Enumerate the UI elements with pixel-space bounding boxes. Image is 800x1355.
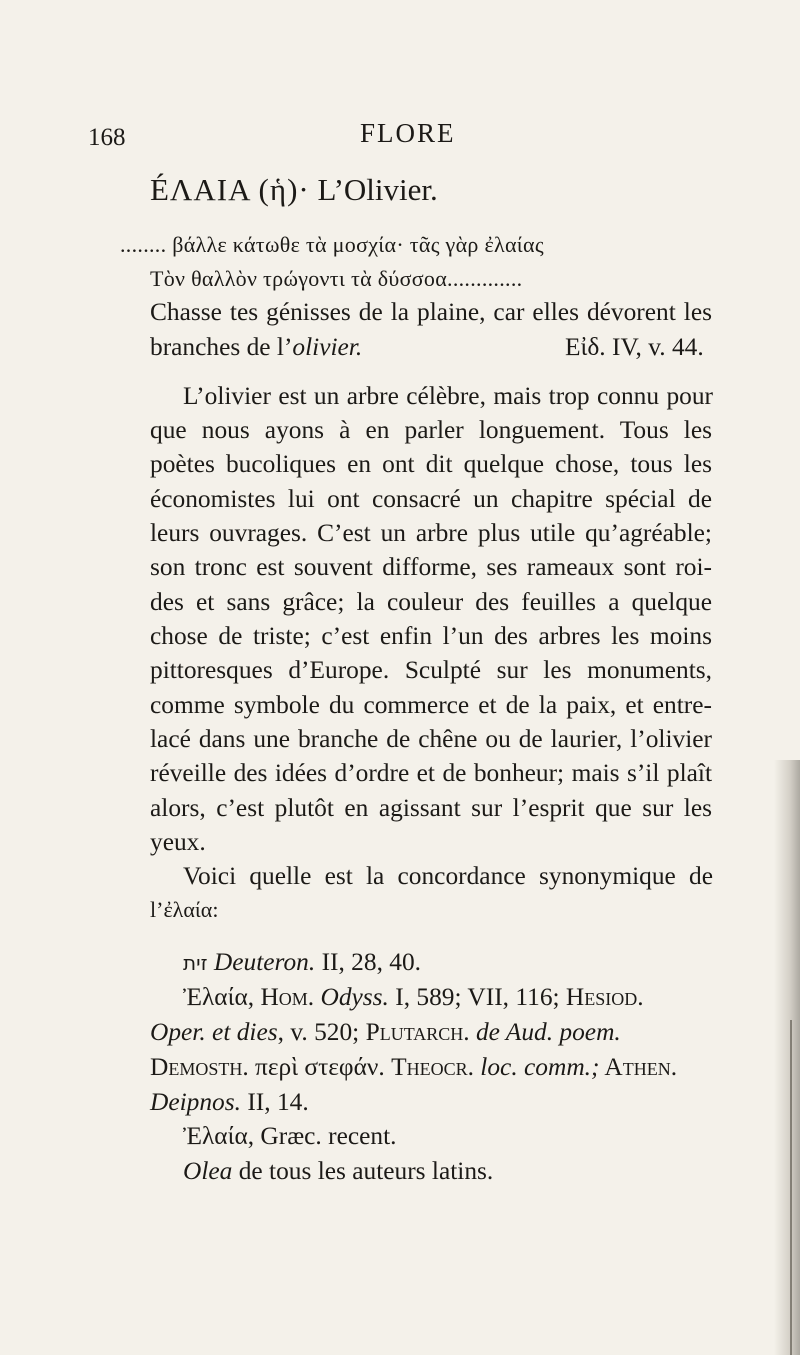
ref-author: Hesiod. bbox=[565, 983, 644, 1011]
body-line: L’olivier est un arbre célèbre, mais trop connu pour bbox=[183, 382, 713, 410]
reference-line-4 bbox=[150, 1053, 677, 1082]
latin-term: Olea bbox=[183, 1157, 233, 1185]
ref-work: Deipnos. bbox=[150, 1088, 241, 1116]
ref-work: Deuteron. bbox=[213, 948, 316, 976]
ref-author: Theocr. bbox=[391, 1053, 474, 1081]
ref-work: Odyss. bbox=[314, 983, 389, 1011]
page-number: 168 bbox=[88, 124, 126, 151]
ref-work: de Aud. poem. bbox=[469, 1018, 621, 1046]
running-title: FLORE bbox=[360, 118, 456, 148]
body-line: comme symbole du commerce et de la paix, et entre- bbox=[150, 691, 712, 719]
quote-citation: Εἰδ. IV, v. 44. bbox=[565, 333, 704, 361]
ref-author: Demosth. bbox=[150, 1053, 249, 1081]
body-line: poètes bucoliques en ont dit quelque chose, tous les bbox=[150, 450, 712, 478]
body-line: yeux. bbox=[150, 828, 206, 856]
entry-title bbox=[150, 172, 438, 208]
ref-locus: II, 14. bbox=[240, 1088, 309, 1116]
page-edge-shadow bbox=[774, 760, 800, 1355]
translation-italic: olivier. bbox=[292, 333, 363, 361]
body-line: économistes lui ont consacré un chapitre spécial de bbox=[150, 485, 712, 513]
hebrew-word: זית bbox=[183, 951, 208, 975]
concordance-intro-line-2: l’ἐλαία: bbox=[150, 897, 219, 922]
ref-term: Ἐλαία, bbox=[183, 983, 261, 1011]
body-line: son tronc est souvent difforme, ses rameaux sont roi- bbox=[150, 553, 712, 581]
ref-work: Oper. et dies bbox=[150, 1018, 278, 1046]
ref-locus: περὶ στεφάν. bbox=[248, 1053, 392, 1081]
page-edge-line bbox=[790, 1020, 792, 1355]
reference-greek-classical bbox=[183, 983, 644, 1012]
quote-greek-line-2: Τὸν θαλλὸν τρώγοντι τὰ δύσσοα............. bbox=[150, 266, 523, 291]
reference-latin bbox=[183, 1157, 493, 1186]
reference-line-5 bbox=[150, 1088, 309, 1117]
ref-author: Plutarch. bbox=[365, 1018, 470, 1046]
body-line: lacé dans une branche de chêne ou de laurier, l’olivier bbox=[150, 725, 712, 753]
translation-text: branches de l’ bbox=[150, 333, 293, 361]
quote-translation-line-1: Chasse tes génisses de la plaine, car elles dévorent les bbox=[150, 298, 712, 326]
entry-greek-name: ÉΛΑΙΑ (ἡ)· bbox=[150, 172, 310, 207]
ref-work: loc. comm.; bbox=[473, 1053, 600, 1081]
ref-author: Hom. bbox=[260, 983, 315, 1011]
reference-line-3 bbox=[150, 1018, 621, 1047]
quote-greek-line-1: ........ βάλλε κάτωθε τὰ μοσχία· τᾶς γὰρ ἐλαίας bbox=[120, 232, 544, 257]
concordance-intro-line-1: Voici quelle est la concordance synonymique de bbox=[183, 862, 713, 890]
body-line: que nous ayons à en parler longuement. Tous les bbox=[150, 416, 712, 444]
quote-translation-line-2 bbox=[150, 333, 362, 362]
ref-locus: II, 28, 40. bbox=[315, 948, 421, 976]
body-line: alors, c’est plutôt en agissant sur l’esprit que sur les bbox=[150, 794, 712, 822]
body-line: leurs ouvrages. C’est un arbre plus utile qu’agréable; bbox=[150, 519, 712, 547]
body-line: réveille des idées d’ordre et de bonheur; mais s’il plaît bbox=[150, 759, 712, 787]
reference-greek-modern: Ἐλαία, Græc. recent. bbox=[183, 1122, 397, 1150]
body-line: des et sans grâce; la couleur des feuilles a quelque bbox=[150, 588, 712, 616]
ref-author: Athen. bbox=[599, 1053, 678, 1081]
body-line: pittoresques d’Europe. Sculpté sur les monuments, bbox=[150, 656, 712, 684]
ref-note: de tous les auteurs latins. bbox=[232, 1157, 494, 1185]
ref-locus: , v. 520; bbox=[277, 1018, 366, 1046]
reference-hebrew bbox=[183, 948, 421, 977]
ref-locus: I, 589; VII, 116; bbox=[388, 983, 566, 1011]
body-line: chose de triste; c’est enfin l’un des arbres les moins bbox=[150, 622, 712, 650]
entry-french-name: L’Olivier. bbox=[317, 172, 438, 207]
